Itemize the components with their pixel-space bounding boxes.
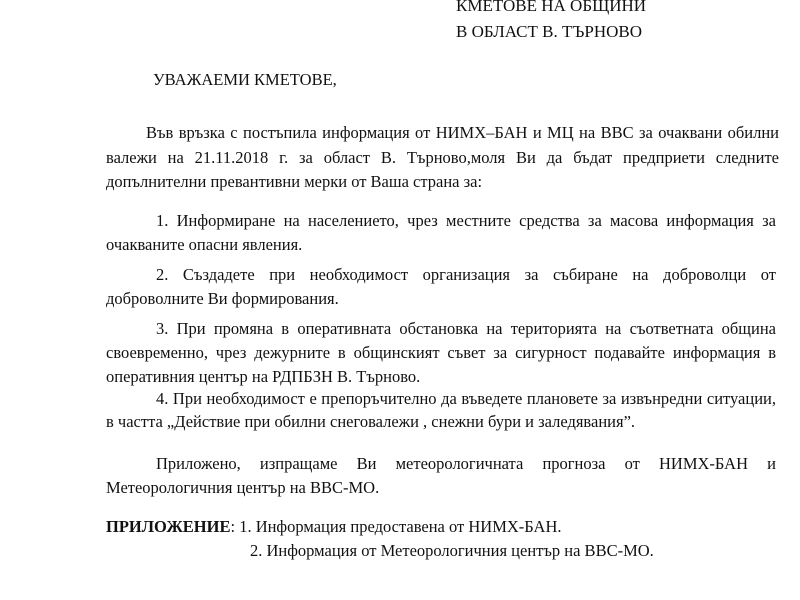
item-3-line-1: 3. При промяна в оперативната обстановка на територията на съответната община	[156, 319, 776, 338]
item-3-line-2: своевременно, чрез дежурните в общинският съвет за сигурност подавайте информация в	[106, 343, 776, 362]
attached-line-2: Метеорологичния център на ВВС-МО.	[106, 478, 380, 497]
addressee-line-2: В ОБЛАСТ В. ТЪРНОВО	[456, 22, 642, 41]
intro-line-3: допълнителни превантивни мерки от Ваша страна за:	[106, 172, 483, 191]
attachments-separator: :	[230, 517, 236, 536]
item-3-line-3: оперативния център на РДПБЗН В. Търново.	[106, 367, 421, 386]
item-1-line-1: 1. Информиране на населението, чрез местните средства за масова информация за	[156, 211, 776, 230]
salutation: УВАЖАЕМИ КМЕТОВЕ,	[153, 70, 337, 89]
attachments-header	[106, 515, 562, 539]
item-1-line-2: очакваните опасни явления.	[106, 235, 303, 254]
item-4-line-1: 4. При необходимост е препоръчително да въведете плановете за извънредни ситуации,	[156, 389, 776, 408]
attachment-item-2: 2. Информация от Метеорологичния център на ВВС-МО.	[250, 541, 654, 560]
item-4-line-2: в частта „Действие при обилни снеговалежи , снежни бури и заледявания”.	[106, 412, 636, 431]
intro-line-1: Във връзка с постъпила информация от НИМХ–БАН и МЦ на ВВС за очаквани обилни	[146, 123, 779, 142]
addressee-line-1: КМЕТОВЕ НА ОБЩИНИ	[456, 0, 647, 15]
item-2-line-1: 2. Създадете при необходимост организация за събиране на доброволци от	[156, 265, 776, 284]
attached-line-1: Приложено, изпращаме Ви метеорологичната прогноза от НИМХ-БАН и	[156, 454, 776, 473]
attachments-label: ПРИЛОЖЕНИЕ	[106, 517, 231, 536]
intro-line-2: валежи на 21.11.2018 г. за област В. Търново,моля Ви да бъдат предприети следните	[106, 148, 779, 167]
attachment-item-1: 1. Информация предоставена от НИМХ-БАН.	[239, 517, 562, 536]
item-2-line-2: доброволните Ви формирования.	[106, 289, 339, 308]
